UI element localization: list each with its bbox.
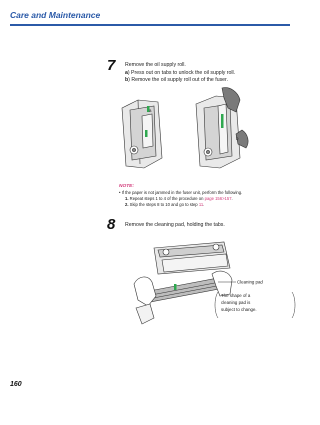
fuser-unit-left bbox=[122, 100, 162, 168]
fuser-illustration bbox=[118, 86, 253, 176]
figure-label-b: b bbox=[236, 136, 239, 141]
oil-roll-highlight bbox=[221, 114, 224, 128]
note-line-2: 2. Skip the steps 8 to 10 and go to step 11. bbox=[125, 202, 205, 208]
hand-illustration bbox=[134, 271, 232, 324]
tab-highlight bbox=[174, 284, 177, 290]
step-8-number: 8 bbox=[107, 216, 116, 233]
page-reference-link[interactable]: page 156>157 bbox=[204, 196, 232, 202]
note-body bbox=[119, 190, 299, 209]
cleaning-pad-illustration bbox=[132, 238, 297, 333]
section-title: Care and Maintenance bbox=[10, 10, 101, 20]
figure-label-a: a bbox=[149, 108, 152, 113]
step-7-instruction: Remove the oil supply roll. bbox=[125, 62, 186, 68]
step-7-number: 7 bbox=[107, 57, 116, 74]
note-line-1: 1. Repeat steps 1 to 4 of the procedure on page 156>157. bbox=[125, 196, 233, 202]
step-7-sub-a: a) Press out on tabs to unlock the oil supply roll. bbox=[125, 69, 236, 76]
cleaning-pad bbox=[144, 278, 224, 302]
step-8-instruction: Remove the cleaning pad, holding the tabs. bbox=[125, 222, 225, 228]
cleaning-pad-callout: Cleaning pad bbox=[237, 279, 263, 285]
note-bracket-left bbox=[215, 292, 218, 318]
note-bullet: • If the paper is not jammed in the fuser unit, perform the following. bbox=[119, 190, 243, 195]
header-divider bbox=[10, 24, 290, 26]
shape-note-line-3: subject to change. bbox=[221, 307, 257, 312]
note-bracket-right bbox=[292, 292, 295, 318]
step-7-text bbox=[125, 62, 235, 85]
note-title: NOTE: bbox=[119, 184, 134, 189]
page-number: 160 bbox=[10, 381, 22, 388]
step-7-sub-b: b) Remove the oil supply roll out of the fuser. bbox=[125, 77, 228, 84]
step-reference-link[interactable]: 11 bbox=[198, 202, 204, 208]
unlock-tab-highlight bbox=[145, 130, 148, 137]
fuser-unit-open bbox=[154, 242, 230, 274]
shape-note-line-2: cleaning pad is bbox=[221, 300, 251, 305]
shape-note-line-1: The shape of a bbox=[221, 293, 251, 298]
